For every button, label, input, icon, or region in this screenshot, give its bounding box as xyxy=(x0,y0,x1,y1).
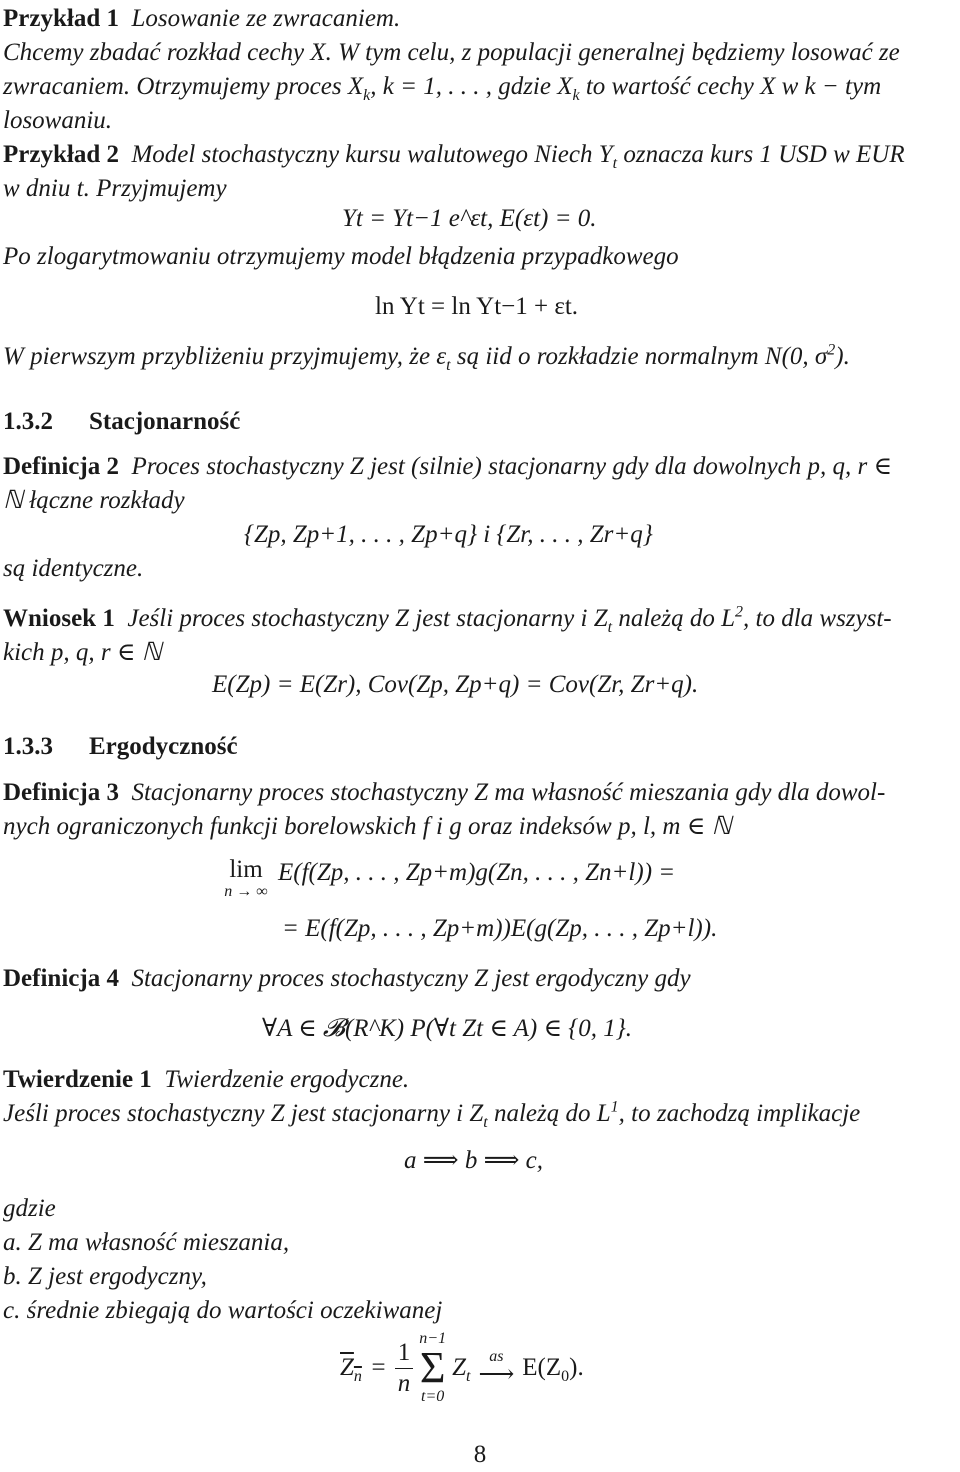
theorem-1-label: Twierdzenie 1 xyxy=(3,1066,152,1093)
example-2-line3: Po zlogarytmowaniu otrzymujemy model błądzenia przypadkowego xyxy=(3,243,679,270)
theorem-1-title: Twierdzenie ergodyczne. xyxy=(164,1066,410,1093)
example-2 xyxy=(3,138,957,206)
equation-random-walk-exp: Yt = Yt−1 e^εt, E(εt) = 0. xyxy=(342,205,597,232)
corollary-1-label: Wniosek 1 xyxy=(3,605,115,632)
example-1-line2: zwracaniem. Otrzymujemy proces $X_k$, k = 1, . . . , gdzie $X_k$ to wartość cechy X w k − tym xyxy=(3,73,882,104)
section-heading-stationarity: 1.3.2 Stacjonarność xyxy=(3,408,241,435)
condition-a: a. Z ma własność mieszania, xyxy=(3,1229,290,1256)
definition-4-label: Definicja 4 xyxy=(3,965,119,992)
definition-4: Definicja 4 Stacjonarny proces stochastyczny Z jest ergodyczny gdy xyxy=(3,965,691,992)
example-2-line2: w dniu t. Przyjmujemy xyxy=(3,175,227,202)
fraction-one-over-n: $\frac{1}{n}$ xyxy=(395,1338,414,1399)
corollary-1: Wniosek 1 Jeśli proces stochastyczny Z jest stacjonarny i $Z_t$ należą do $L^2$, to dla wszyst- kich p, q, r ∈ ℕ xyxy=(3,603,892,666)
definition-3: Definicja 3 Stacjonarny proces stochastyczny Z ma własność mieszania gdy dla dowol- nych ograniczonych funkcji borelowskich f i g oraz indeksów p, l, m ∈ ℕ xyxy=(3,779,886,840)
equation-mixing-limit: E(f(Zp, . . . , Zp+m)g(Zn, . . . , Zn+l)) = xyxy=(278,859,676,886)
page-number: 8 xyxy=(473,1441,487,1468)
section-heading-ergodicity: 1.3.3 Ergodyczność xyxy=(3,733,238,760)
definition-2-label: Definicja 2 xyxy=(3,453,119,480)
sample-mean: $Z_n$ xyxy=(340,1354,362,1385)
example-2-title: Model stochastyczny kursu walutowego Niech $Y_t$ oznacza kurs 1 USD w EUR xyxy=(131,141,905,172)
limit-operator: lim n → ∞ xyxy=(224,856,268,900)
equation-mixing-result: = E(f(Zp, . . . , Zp+m))E(g(Zp, . . . , Zp+l)). xyxy=(282,915,718,942)
example-1-line1: Chcemy zbadać rozkład cechy X. W tym celu, z populacji generalnej będziemy losować ze xyxy=(3,39,900,66)
theorem-1: Twierdzenie 1 Twierdzenie ergodyczne. Jeśli proces stochastyczny Z jest stacjonarny i $Z_t$ należą do $L^1$, to zachodzą implikacje xyxy=(3,1066,861,1131)
example-1-title: Losowanie ze zwracaniem. xyxy=(131,5,401,32)
example-1-line3: losowaniu. xyxy=(3,107,113,134)
equation-joint-distributions: {Zp, Zp+1, . . . , Zp+q} i {Zr, . . . , Zr+q} xyxy=(244,521,653,548)
equation-stationary-moments: E(Zp) = E(Zr), Cov(Zp, Zp+q) = Cov(Zr, Zr+q). xyxy=(212,671,699,698)
equation-ergodic-mean: $Z_n$ = $\frac{1}{n}$ n−1 Σ t=0 $Z_t$ as ⟶ $E(Z_0)$. xyxy=(340,1330,584,1405)
definition-3-label: Definicja 3 xyxy=(3,779,119,806)
example-1-label: Przykład 1 xyxy=(3,5,119,32)
almost-sure-arrow: as ⟶ xyxy=(478,1348,515,1388)
condition-b: b. Z jest ergodyczny, xyxy=(3,1263,207,1290)
example-2-line4: W pierwszym przybliżeniu przyjmujemy, że $\varepsilon_t$ są iid o rozkładzie normalnym N(0, $\sigma^2$). xyxy=(3,341,850,374)
theorem-1-conditions: gdzie a. Z ma własność mieszania, b. Z jest ergodyczny, c. średnie zbiegają do wartości oczekiwanej xyxy=(3,1192,957,1328)
example-1 xyxy=(3,2,957,138)
definition-2: Definicja 2 Proces stochastyczny Z jest (silnie) stacjonarny gdy dla dowolnych p, q, r ∈ ℕ łączne rozkłady xyxy=(3,453,892,514)
equation-implications: a ⟹ b ⟹ c, xyxy=(404,1147,544,1174)
summation-symbol: n−1 Σ t=0 xyxy=(419,1330,447,1405)
equation-log-random-walk: ln Yt = ln Yt−1 + εt. xyxy=(375,293,579,320)
example-2-label: Przykład 2 xyxy=(3,141,119,168)
definition-2-end: są identyczne. xyxy=(3,555,144,582)
condition-c: c. średnie zbiegają do wartości oczekiwanej xyxy=(3,1297,443,1324)
equation-ergodic-condition: ∀A ∈ 𝓑(R^K) P(∀t Zt ∈ A) ∈ {0, 1}. xyxy=(262,1015,632,1042)
